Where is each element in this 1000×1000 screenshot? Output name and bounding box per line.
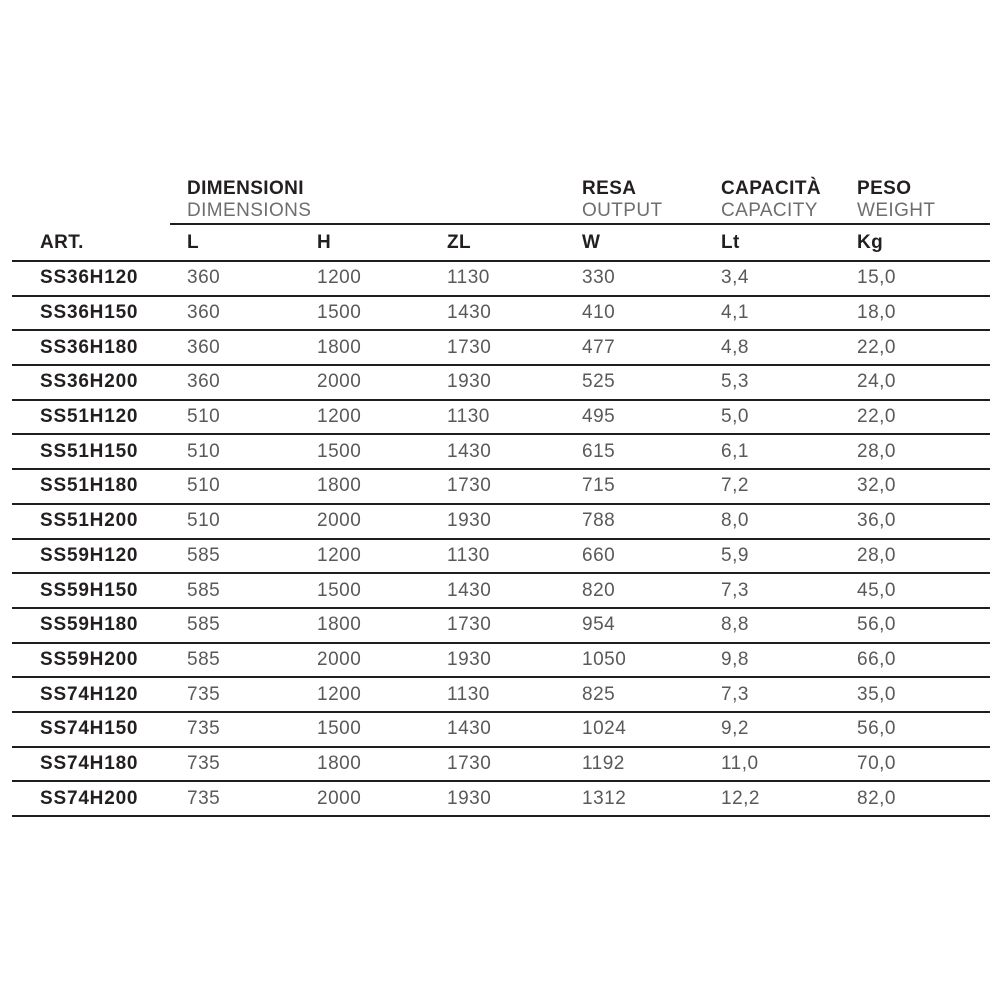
cell-art: SS36H150 <box>40 302 139 324</box>
cell-zl: 1130 <box>447 544 490 566</box>
cell-art: SS36H180 <box>40 336 139 358</box>
cell-w: 1050 <box>582 648 627 670</box>
table-row <box>12 782 990 817</box>
cell-kg: 45,0 <box>857 579 896 601</box>
table-row <box>12 574 990 609</box>
cell-w: 660 <box>582 544 616 566</box>
column-header-kg: Kg <box>857 231 884 253</box>
cell-w: 525 <box>582 371 616 393</box>
table-column-header-row <box>12 225 990 262</box>
cell-kg: 28,0 <box>857 440 896 462</box>
cell-art: SS74H120 <box>40 683 139 705</box>
cell-l: 735 <box>187 718 221 740</box>
group-header-capacity <box>721 178 857 222</box>
cell-lt: 3,4 <box>721 267 749 289</box>
table-row <box>12 678 990 713</box>
cell-l: 360 <box>187 302 221 324</box>
cell-zl: 1130 <box>447 267 490 289</box>
cell-l: 585 <box>187 614 221 636</box>
column-header-zl: ZL <box>447 231 472 253</box>
cell-art: SS74H200 <box>40 787 139 809</box>
cell-w: 1192 <box>582 752 625 774</box>
cell-h: 2000 <box>317 648 362 670</box>
cell-l: 735 <box>187 752 221 774</box>
cell-lt: 8,8 <box>721 614 749 636</box>
group-subtitle-output: OUTPUT <box>582 200 663 221</box>
cell-l: 360 <box>187 267 221 289</box>
cell-kg: 82,0 <box>857 787 896 809</box>
cell-w: 954 <box>582 614 616 636</box>
group-header-weight <box>857 178 990 222</box>
cell-kg: 66,0 <box>857 648 896 670</box>
cell-l: 360 <box>187 336 221 358</box>
cell-l: 585 <box>187 544 221 566</box>
table-row <box>12 505 990 540</box>
table-row <box>12 401 990 436</box>
table-body <box>12 262 990 817</box>
cell-lt: 8,0 <box>721 510 749 532</box>
cell-h: 1800 <box>317 475 362 497</box>
cell-w: 410 <box>582 302 616 324</box>
cell-w: 495 <box>582 406 616 428</box>
cell-lt: 12,2 <box>721 787 760 809</box>
table-row <box>12 297 990 332</box>
cell-h: 1200 <box>317 683 362 705</box>
group-title-peso: PESO <box>857 178 912 199</box>
cell-art: SS74H180 <box>40 752 139 774</box>
cell-l: 735 <box>187 683 221 705</box>
cell-lt: 7,3 <box>721 579 749 601</box>
table-row <box>12 331 990 366</box>
table-row <box>12 748 990 783</box>
spec-table <box>12 178 990 817</box>
cell-lt: 5,0 <box>721 406 749 428</box>
cell-l: 510 <box>187 510 221 532</box>
column-header-lt: Lt <box>721 231 740 253</box>
cell-l: 585 <box>187 648 221 670</box>
column-header-h: H <box>317 231 332 253</box>
cell-lt: 6,1 <box>721 440 749 462</box>
table-group-header-row <box>12 178 990 225</box>
cell-h: 1500 <box>317 579 362 601</box>
cell-zl: 1730 <box>447 614 492 636</box>
cell-art: SS59H180 <box>40 614 139 636</box>
cell-art: SS59H200 <box>40 648 139 670</box>
group-header-dimensions <box>187 178 582 222</box>
group-title-capacita: CAPACITÀ <box>721 178 821 199</box>
cell-zl: 1930 <box>447 510 492 532</box>
cell-art: SS51H180 <box>40 475 139 497</box>
cell-w: 615 <box>582 440 616 462</box>
table-row <box>12 435 990 470</box>
cell-zl: 1730 <box>447 752 492 774</box>
cell-zl: 1930 <box>447 648 492 670</box>
cell-zl: 1430 <box>447 579 492 601</box>
cell-h: 2000 <box>317 787 362 809</box>
table-row <box>12 470 990 505</box>
cell-zl: 1930 <box>447 787 492 809</box>
cell-h: 1500 <box>317 440 362 462</box>
cell-zl: 1430 <box>447 440 492 462</box>
cell-zl: 1130 <box>447 683 490 705</box>
cell-h: 1500 <box>317 718 362 740</box>
table-row <box>12 609 990 644</box>
cell-zl: 1130 <box>447 406 490 428</box>
cell-art: SS51H150 <box>40 440 139 462</box>
cell-h: 1800 <box>317 752 362 774</box>
cell-lt: 11,0 <box>721 752 759 774</box>
cell-art: SS59H150 <box>40 579 139 601</box>
group-subtitle-dimensions: DIMENSIONS <box>187 200 312 221</box>
table-row <box>12 262 990 297</box>
cell-art: SS74H150 <box>40 718 139 740</box>
table-row <box>12 713 990 748</box>
cell-art: SS51H200 <box>40 510 139 532</box>
table-row <box>12 540 990 575</box>
cell-zl: 1430 <box>447 718 492 740</box>
cell-art: SS59H120 <box>40 544 139 566</box>
cell-lt: 5,3 <box>721 371 749 393</box>
cell-kg: 15,0 <box>857 267 896 289</box>
cell-kg: 22,0 <box>857 406 896 428</box>
cell-h: 2000 <box>317 510 362 532</box>
cell-l: 360 <box>187 371 221 393</box>
cell-kg: 32,0 <box>857 475 896 497</box>
cell-art: SS36H120 <box>40 267 139 289</box>
cell-h: 1200 <box>317 406 362 428</box>
cell-l: 510 <box>187 440 221 462</box>
cell-lt: 4,8 <box>721 336 749 358</box>
group-title-resa: RESA <box>582 178 637 199</box>
group-header-divider <box>170 223 990 225</box>
cell-kg: 36,0 <box>857 510 896 532</box>
cell-w: 1024 <box>582 718 627 740</box>
cell-art: SS36H200 <box>40 371 139 393</box>
cell-lt: 4,1 <box>721 302 749 324</box>
cell-kg: 18,0 <box>857 302 896 324</box>
cell-h: 1800 <box>317 336 362 358</box>
cell-kg: 24,0 <box>857 371 896 393</box>
cell-h: 1500 <box>317 302 362 324</box>
cell-kg: 56,0 <box>857 614 896 636</box>
cell-h: 1200 <box>317 544 362 566</box>
cell-zl: 1930 <box>447 371 492 393</box>
table-row <box>12 366 990 401</box>
cell-kg: 70,0 <box>857 752 896 774</box>
cell-w: 788 <box>582 510 616 532</box>
cell-h: 1200 <box>317 267 362 289</box>
cell-kg: 56,0 <box>857 718 896 740</box>
cell-lt: 9,8 <box>721 648 749 670</box>
cell-w: 820 <box>582 579 616 601</box>
cell-l: 585 <box>187 579 221 601</box>
cell-w: 1312 <box>582 787 627 809</box>
cell-kg: 22,0 <box>857 336 896 358</box>
cell-l: 510 <box>187 406 221 428</box>
column-header-w: W <box>582 231 601 253</box>
group-header-output <box>582 178 721 222</box>
cell-w: 825 <box>582 683 616 705</box>
column-header-l: L <box>187 231 200 253</box>
group-title-dimensioni: DIMENSIONI <box>187 178 304 199</box>
cell-lt: 7,3 <box>721 683 749 705</box>
column-header-art: ART. <box>40 231 84 253</box>
group-subtitle-capacity: CAPACITY <box>721 200 818 221</box>
cell-kg: 35,0 <box>857 683 896 705</box>
cell-kg: 28,0 <box>857 544 896 566</box>
cell-art: SS51H120 <box>40 406 139 428</box>
cell-w: 330 <box>582 267 616 289</box>
cell-lt: 5,9 <box>721 544 749 566</box>
cell-w: 715 <box>582 475 616 497</box>
cell-h: 2000 <box>317 371 362 393</box>
cell-l: 735 <box>187 787 221 809</box>
cell-w: 477 <box>582 336 616 358</box>
cell-zl: 1430 <box>447 302 492 324</box>
cell-lt: 7,2 <box>721 475 749 497</box>
cell-zl: 1730 <box>447 336 492 358</box>
cell-zl: 1730 <box>447 475 492 497</box>
table-row <box>12 644 990 679</box>
group-subtitle-weight: WEIGHT <box>857 200 936 221</box>
cell-lt: 9,2 <box>721 718 749 740</box>
cell-l: 510 <box>187 475 221 497</box>
cell-h: 1800 <box>317 614 362 636</box>
